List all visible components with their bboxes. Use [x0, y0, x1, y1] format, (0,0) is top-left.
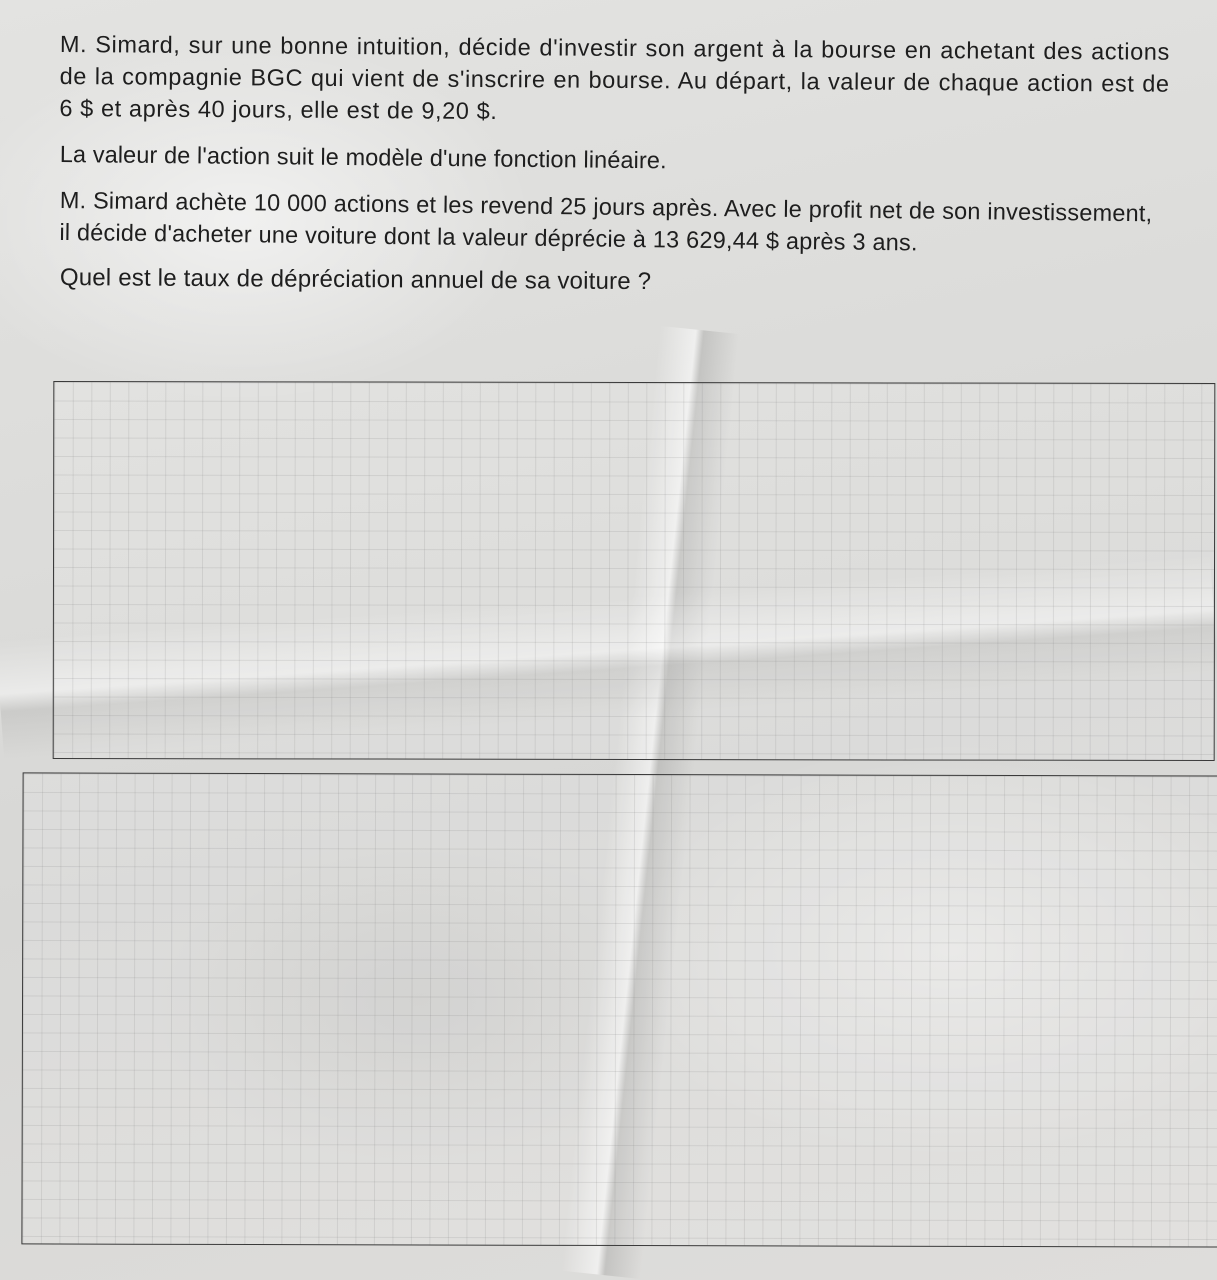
problem-paragraph-purchase: M. Simard achète 10 000 actions et les revend 25 jours après. Avec le profit net de son investissement, il décide d'acheter une voiture dont la valeur déprécie à 13 629,44 $ après 3 ans. — [59, 186, 1153, 256]
answer-grid-box-2[interactable] — [21, 772, 1217, 1247]
problem-paragraph-model: La valeur de l'action suit le modèle d'une fonction linéaire. — [59, 140, 667, 174]
problem-question: Quel est le taux de dépréciation annuel de sa voiture ? — [59, 263, 652, 296]
problem-paragraph-intro: M. Simard, sur une bonne intuition, décide d'investir son argent à la bourse en achetant des actions de la compagnie BGC qui vient de s'inscrire en bourse. Au départ, la valeur de chaque action est de 6 $ et après 40 jours, elle est de 9,20 $. — [59, 30, 1170, 125]
answer-grid-box-1[interactable] — [53, 381, 1216, 761]
problem-statement — [60, 28, 1170, 308]
